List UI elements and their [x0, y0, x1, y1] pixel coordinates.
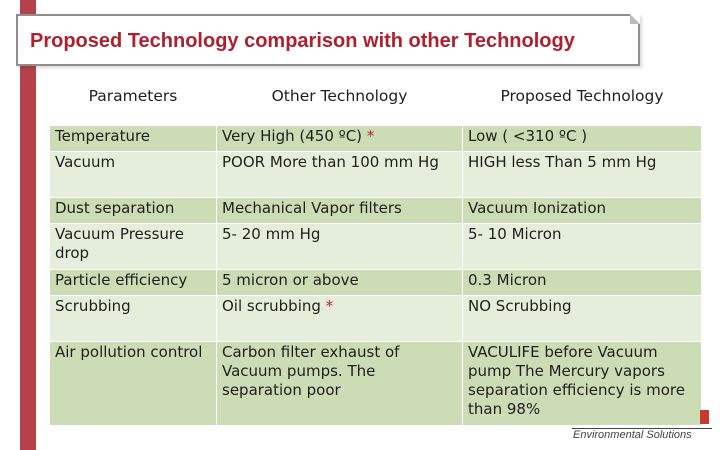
parameter-cell: Dust separation — [50, 198, 217, 224]
table-row — [50, 342, 702, 426]
proposed-technology-cell: Vacuum Ionization — [463, 198, 702, 224]
proposed-technology-cell: HIGH less Than 5 mm Hg — [463, 152, 702, 198]
other-technology-cell: 5- 20 mm Hg — [217, 224, 463, 270]
logo-icon — [700, 410, 709, 424]
proposed-technology-cell: Low ( <310 ºC ) — [463, 126, 702, 152]
asterisk-mark: * — [366, 127, 375, 145]
other-technology-cell: Carbon filter exhaust of Vacuum pumps. The separation poor — [217, 342, 463, 426]
other-technology-cell: POOR More than 100 mm Hg — [217, 152, 463, 198]
asterisk-mark: * — [325, 297, 334, 315]
other-technology-cell: Very High (450 ºC) * — [217, 126, 463, 152]
header-parameters: Parameters — [50, 80, 217, 126]
table-row — [50, 224, 702, 270]
table-row — [50, 270, 702, 296]
parameter-cell: Scrubbing — [50, 296, 217, 342]
logo-text: Environmental Solutions — [573, 429, 692, 441]
proposed-technology-cell: VACULIFE before Vacuum pump The Mercury vapors separation efficiency is more than 98% — [463, 342, 702, 426]
table-row — [50, 126, 702, 152]
other-technology-cell: Oil scrubbing * — [217, 296, 463, 342]
parameter-cell: Air pollution control — [50, 342, 217, 426]
table-row — [50, 296, 702, 342]
header-proposed-technology: Proposed Technology — [463, 80, 702, 126]
left-accent-bar — [20, 0, 36, 450]
parameter-cell: Particle efficiency — [50, 270, 217, 296]
parameter-cell: Vacuum — [50, 152, 217, 198]
proposed-technology-cell: NO Scrubbing — [463, 296, 702, 342]
table-row — [50, 152, 702, 198]
title-box — [16, 14, 640, 66]
title-corner-fold — [630, 14, 640, 24]
parameter-cell: Vacuum Pressure drop — [50, 224, 217, 270]
header-other-technology: Other Technology — [217, 80, 463, 126]
other-technology-cell: Mechanical Vapor filters — [217, 198, 463, 224]
proposed-technology-cell: 0.3 Micron — [463, 270, 702, 296]
table-row — [50, 198, 702, 224]
other-technology-cell: 5 micron or above — [217, 270, 463, 296]
slide-title: Proposed Technology comparison with other Technology — [30, 30, 575, 52]
comparison-table — [49, 79, 702, 426]
proposed-technology-cell: 5- 10 Micron — [463, 224, 702, 270]
parameter-cell: Temperature — [50, 126, 217, 152]
